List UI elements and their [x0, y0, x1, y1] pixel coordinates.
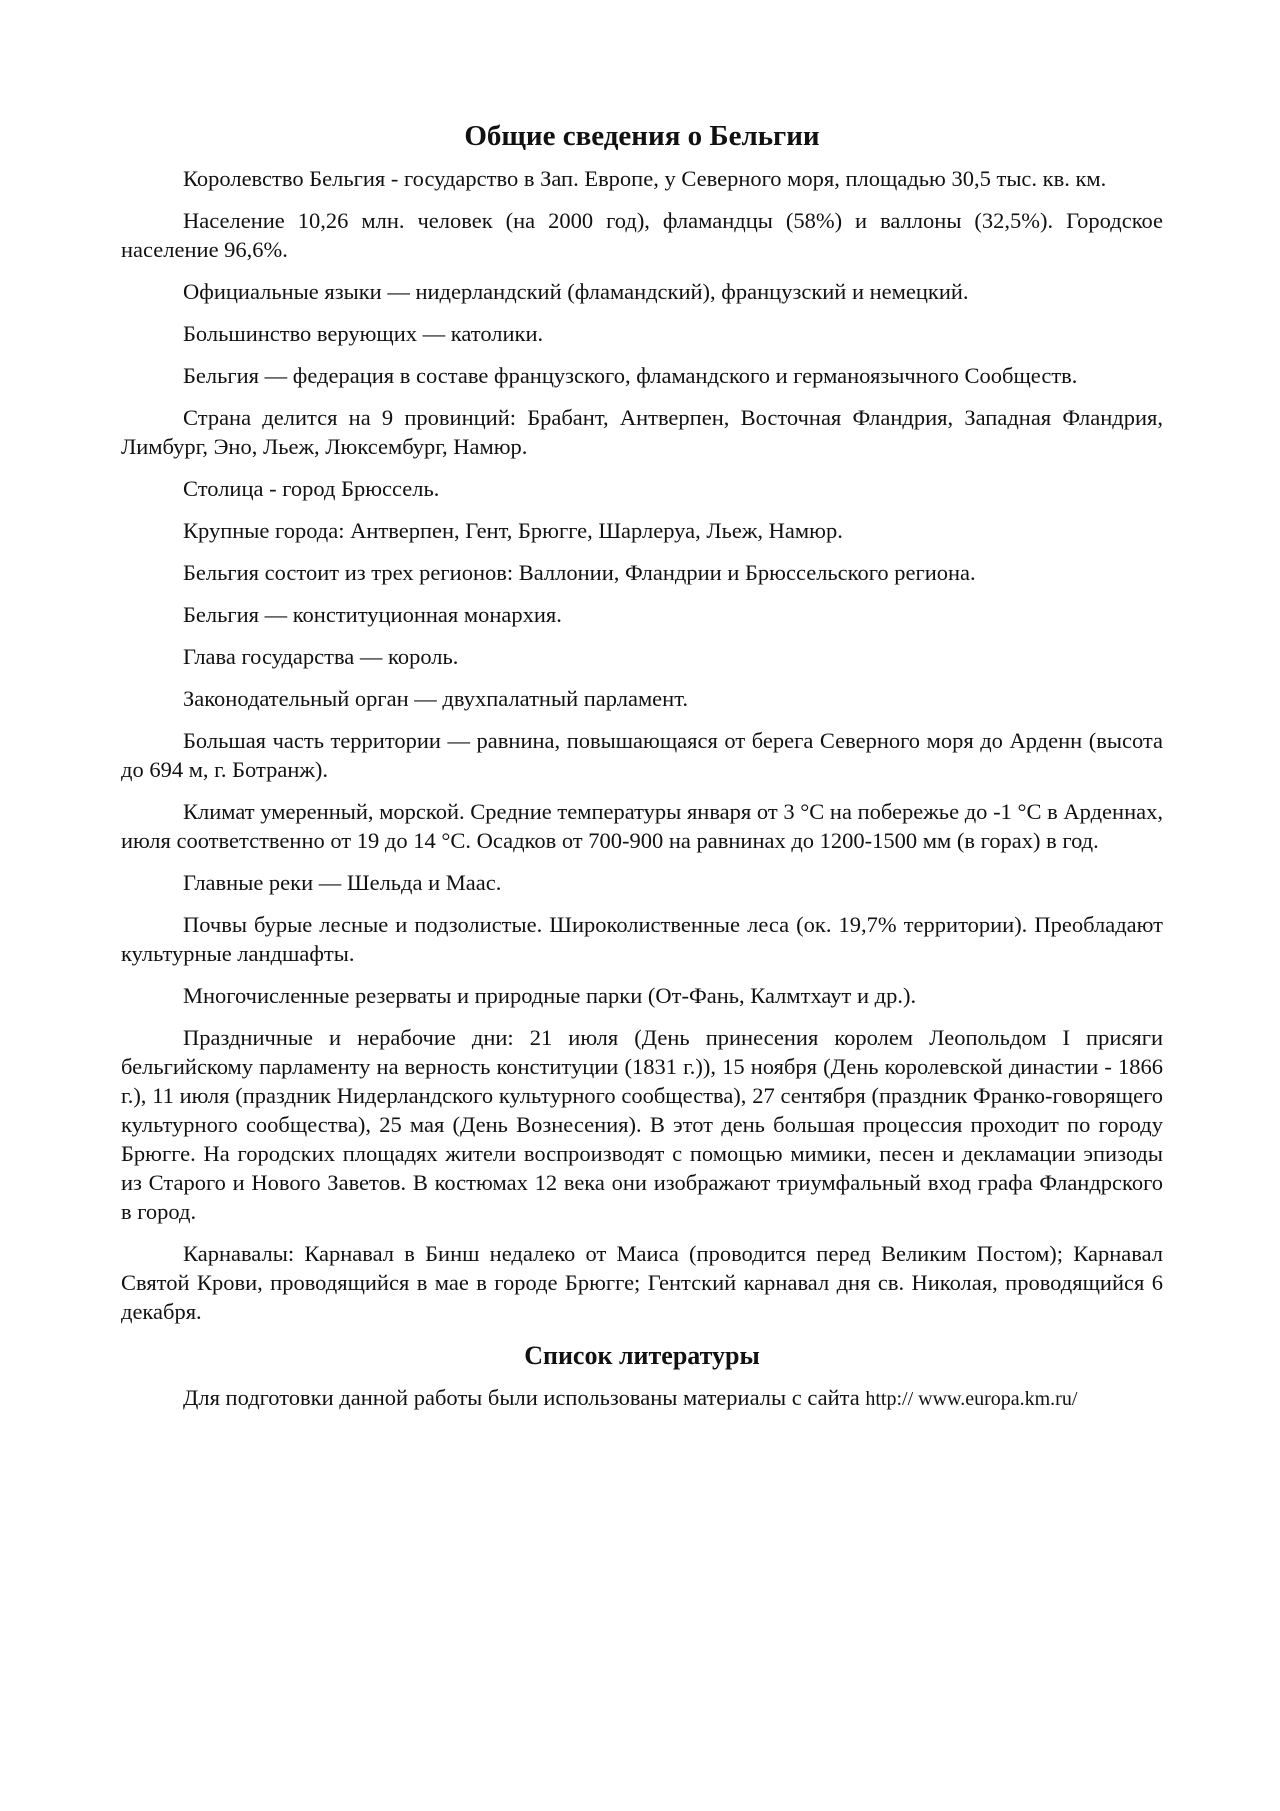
- paragraph-parks: Многочисленные резерваты и природные парки (От-Фань, Калмтхаут и др.).: [183, 983, 917, 1008]
- paragraph-carnivals: Карнавалы: Карнавал в Бинш недалеко от Маиса (проводится перед Великим Постом); Карнавал Святой Крови, проводящийся в мае в городе Брюгге; Гентский карнавал дня св. Николая, проводящийся 6 декабря.: [121, 1241, 1163, 1324]
- paragraph-head-of-state: Глава государства — король.: [183, 644, 459, 669]
- paragraph-regions: Бельгия состоит из трех регионов: Валлонии, Фландрии и Брюссельского региона.: [183, 560, 976, 585]
- paragraph-federation: Бельгия — федерация в составе французского, фламандского и германоязычного Сообществ.: [183, 363, 1078, 388]
- references-text: Для подготовки данной работы были использованы материалы с сайта: [183, 1385, 866, 1410]
- paragraph-capital: Столица - город Брюссель.: [183, 476, 440, 501]
- references-paragraph: [121, 1383, 1163, 1414]
- paragraph-population: Население 10,26 млн. человек (на 2000 год), фламандцы (58%) и валлоны (32,5%). Городское население 96,6%.: [121, 208, 1163, 262]
- paragraph-cities: Крупные города: Антверпен, Гент, Брюгге, Шарлеруа, Льеж, Намюр.: [183, 518, 843, 543]
- source-link[interactable]: http:// www.europa.km.ru/: [865, 1388, 1078, 1410]
- paragraph-climate: Климат умеренный, морской. Средние температуры января от 3 °С на побережье до -1 °С в Арденнах, июля соответственно от 19 до 14 °С. Осадков от 700-900 на равнинах до 1200-1500 мм (в горах) в год.: [121, 799, 1163, 853]
- document-title: Общие сведения о Бельгии: [464, 120, 820, 152]
- references-heading: Список литературы: [524, 1341, 760, 1370]
- paragraph-parliament: Законодательный орган — двухпалатный парламент.: [183, 686, 688, 711]
- paragraph-provinces: Страна делится на 9 провинций: Брабант, Антверпен, Восточная Фландрия, Западная Фландрия, Лимбург, Эно, Льеж, Люксембург, Намюр.: [121, 405, 1163, 459]
- document-body: [121, 118, 1163, 1427]
- paragraph-religion: Большинство верующих — католики.: [183, 321, 544, 346]
- paragraph-holidays: Праздничные и нерабочие дни: 21 июля (День принесения королем Леопольдом I присяги бельгийскому парламенту на верность конституции (1831 г.)), 15 ноября (День королевской династии - 1866 г.), 11 июля (праздник Нидерландского культурного сообщества), 27 сентября (праздник Франко-говорящего культурного сообщества), 25 мая (День Вознесения). В этот день большая процессия проходит по городу Брюгге. На городских площадях жители воспроизводят с помощью мимики, песен и декламации эпизоды из Старого и Нового Заветов. В костюмах 12 века они изображают триумфальный вход графа Фландрского в город.: [121, 1025, 1163, 1224]
- paragraph-territory: Большая часть территории — равнина, повышающаяся от берега Северного моря до Арденн (высота до 694 м, г. Ботранж).: [121, 728, 1163, 782]
- paragraph-monarchy: Бельгия — конституционная монархия.: [183, 602, 562, 627]
- paragraph-area: Королевство Бельгия - государство в Зап. Европе, у Северного моря, площадью 30,5 тыс. кв. км.: [183, 166, 1107, 191]
- paragraph-rivers: Главные реки — Шельда и Маас.: [183, 870, 502, 895]
- paragraph-languages: Официальные языки — нидерландский (фламандский), французский и немецкий.: [183, 279, 969, 304]
- paragraph-soils: Почвы бурые лесные и подзолистые. Широколиственные леса (ок. 19,7% территории). Преобладают культурные ландшафты.: [121, 912, 1163, 966]
